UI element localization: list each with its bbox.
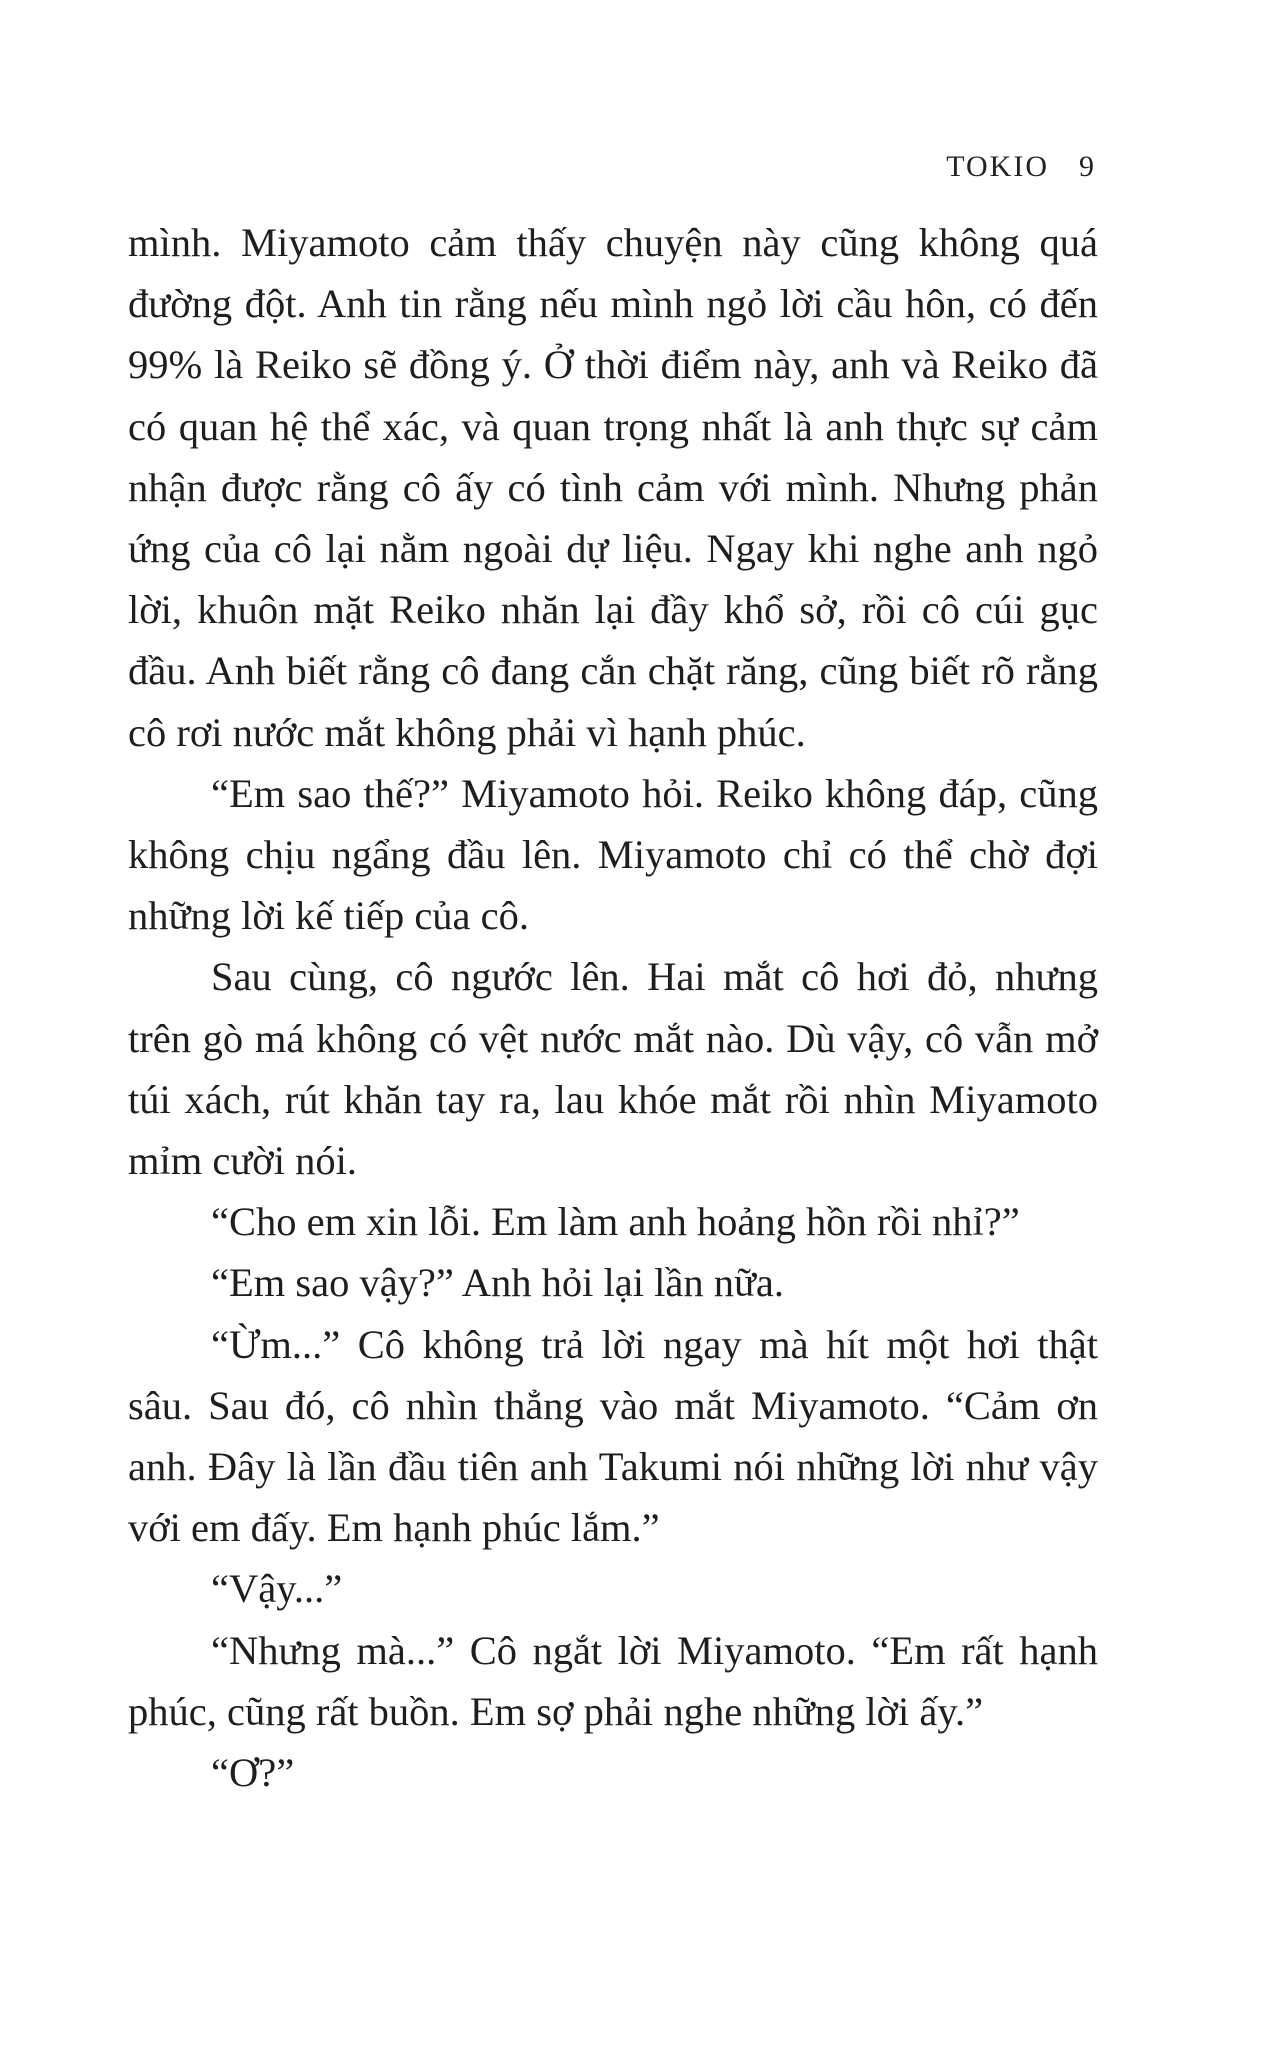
body-text [128, 212, 1098, 1803]
running-title: TOKIO [946, 150, 1049, 183]
paragraph: “Em sao vậy?” Anh hỏi lại lần nữa. [211, 1260, 785, 1306]
running-header [946, 150, 1096, 184]
paragraph: “Nhưng mà...” Cô ngắt lời Miyamoto. “Em rất hạnh phúc, cũng rất buồn. Em sợ phải nghe những lời ấy.” [128, 1627, 1098, 1734]
paragraph: “Em sao thế?” Miyamoto hỏi. Reiko không đáp, cũng không chịu ngẩng đầu lên. Miyamoto chỉ có thể chờ đợi những lời kế tiếp của cô. [128, 770, 1098, 939]
page-number: 9 [1079, 150, 1096, 183]
paragraph: “Ơ?” [211, 1750, 295, 1796]
paragraph: “Vậy...” [211, 1566, 343, 1612]
paragraph: “Ừm...” Cô không trả lời ngay mà hít một hơi thật sâu. Sau đó, cô nhìn thẳng vào mắt Miyamoto. “Cảm ơn anh. Đây là lần đầu tiên anh Takumi nói những lời như vậy với em đấy. Em hạnh phúc lắm.” [128, 1321, 1098, 1551]
paragraph: “Cho em xin lỗi. Em làm anh hoảng hồn rồi nhỉ?” [211, 1199, 1020, 1245]
paragraph: Sau cùng, cô ngước lên. Hai mắt cô hơi đỏ, nhưng trên gò má không có vệt nước mắt nào. Dù vậy, cô vẫn mở túi xách, rút khăn tay ra, lau khóe mắt rồi nhìn Miyamoto mỉm cười nói. [128, 954, 1098, 1184]
paragraph: mình. Miyamoto cảm thấy chuyện này cũng không quá đường đột. Anh tin rằng nếu mình ngỏ lời cầu hôn, có đến 99% là Reiko sẽ đồng ý. Ở thời điểm này, anh và Reiko đã có quan hệ thể xác, và quan trọng nhất là anh thực sự cảm nhận được rằng cô ấy có tình cảm với mình. Nhưng phản ứng của cô lại nằm ngoài dự liệu. Ngay khi nghe anh ngỏ lời, khuôn mặt Reiko nhăn lại đầy khổ sở, rồi cô cúi gục đầu. Anh biết rằng cô đang cắn chặt răng, cũng biết rõ rằng cô rơi nước mắt không phải vì hạnh phúc. [128, 220, 1098, 755]
